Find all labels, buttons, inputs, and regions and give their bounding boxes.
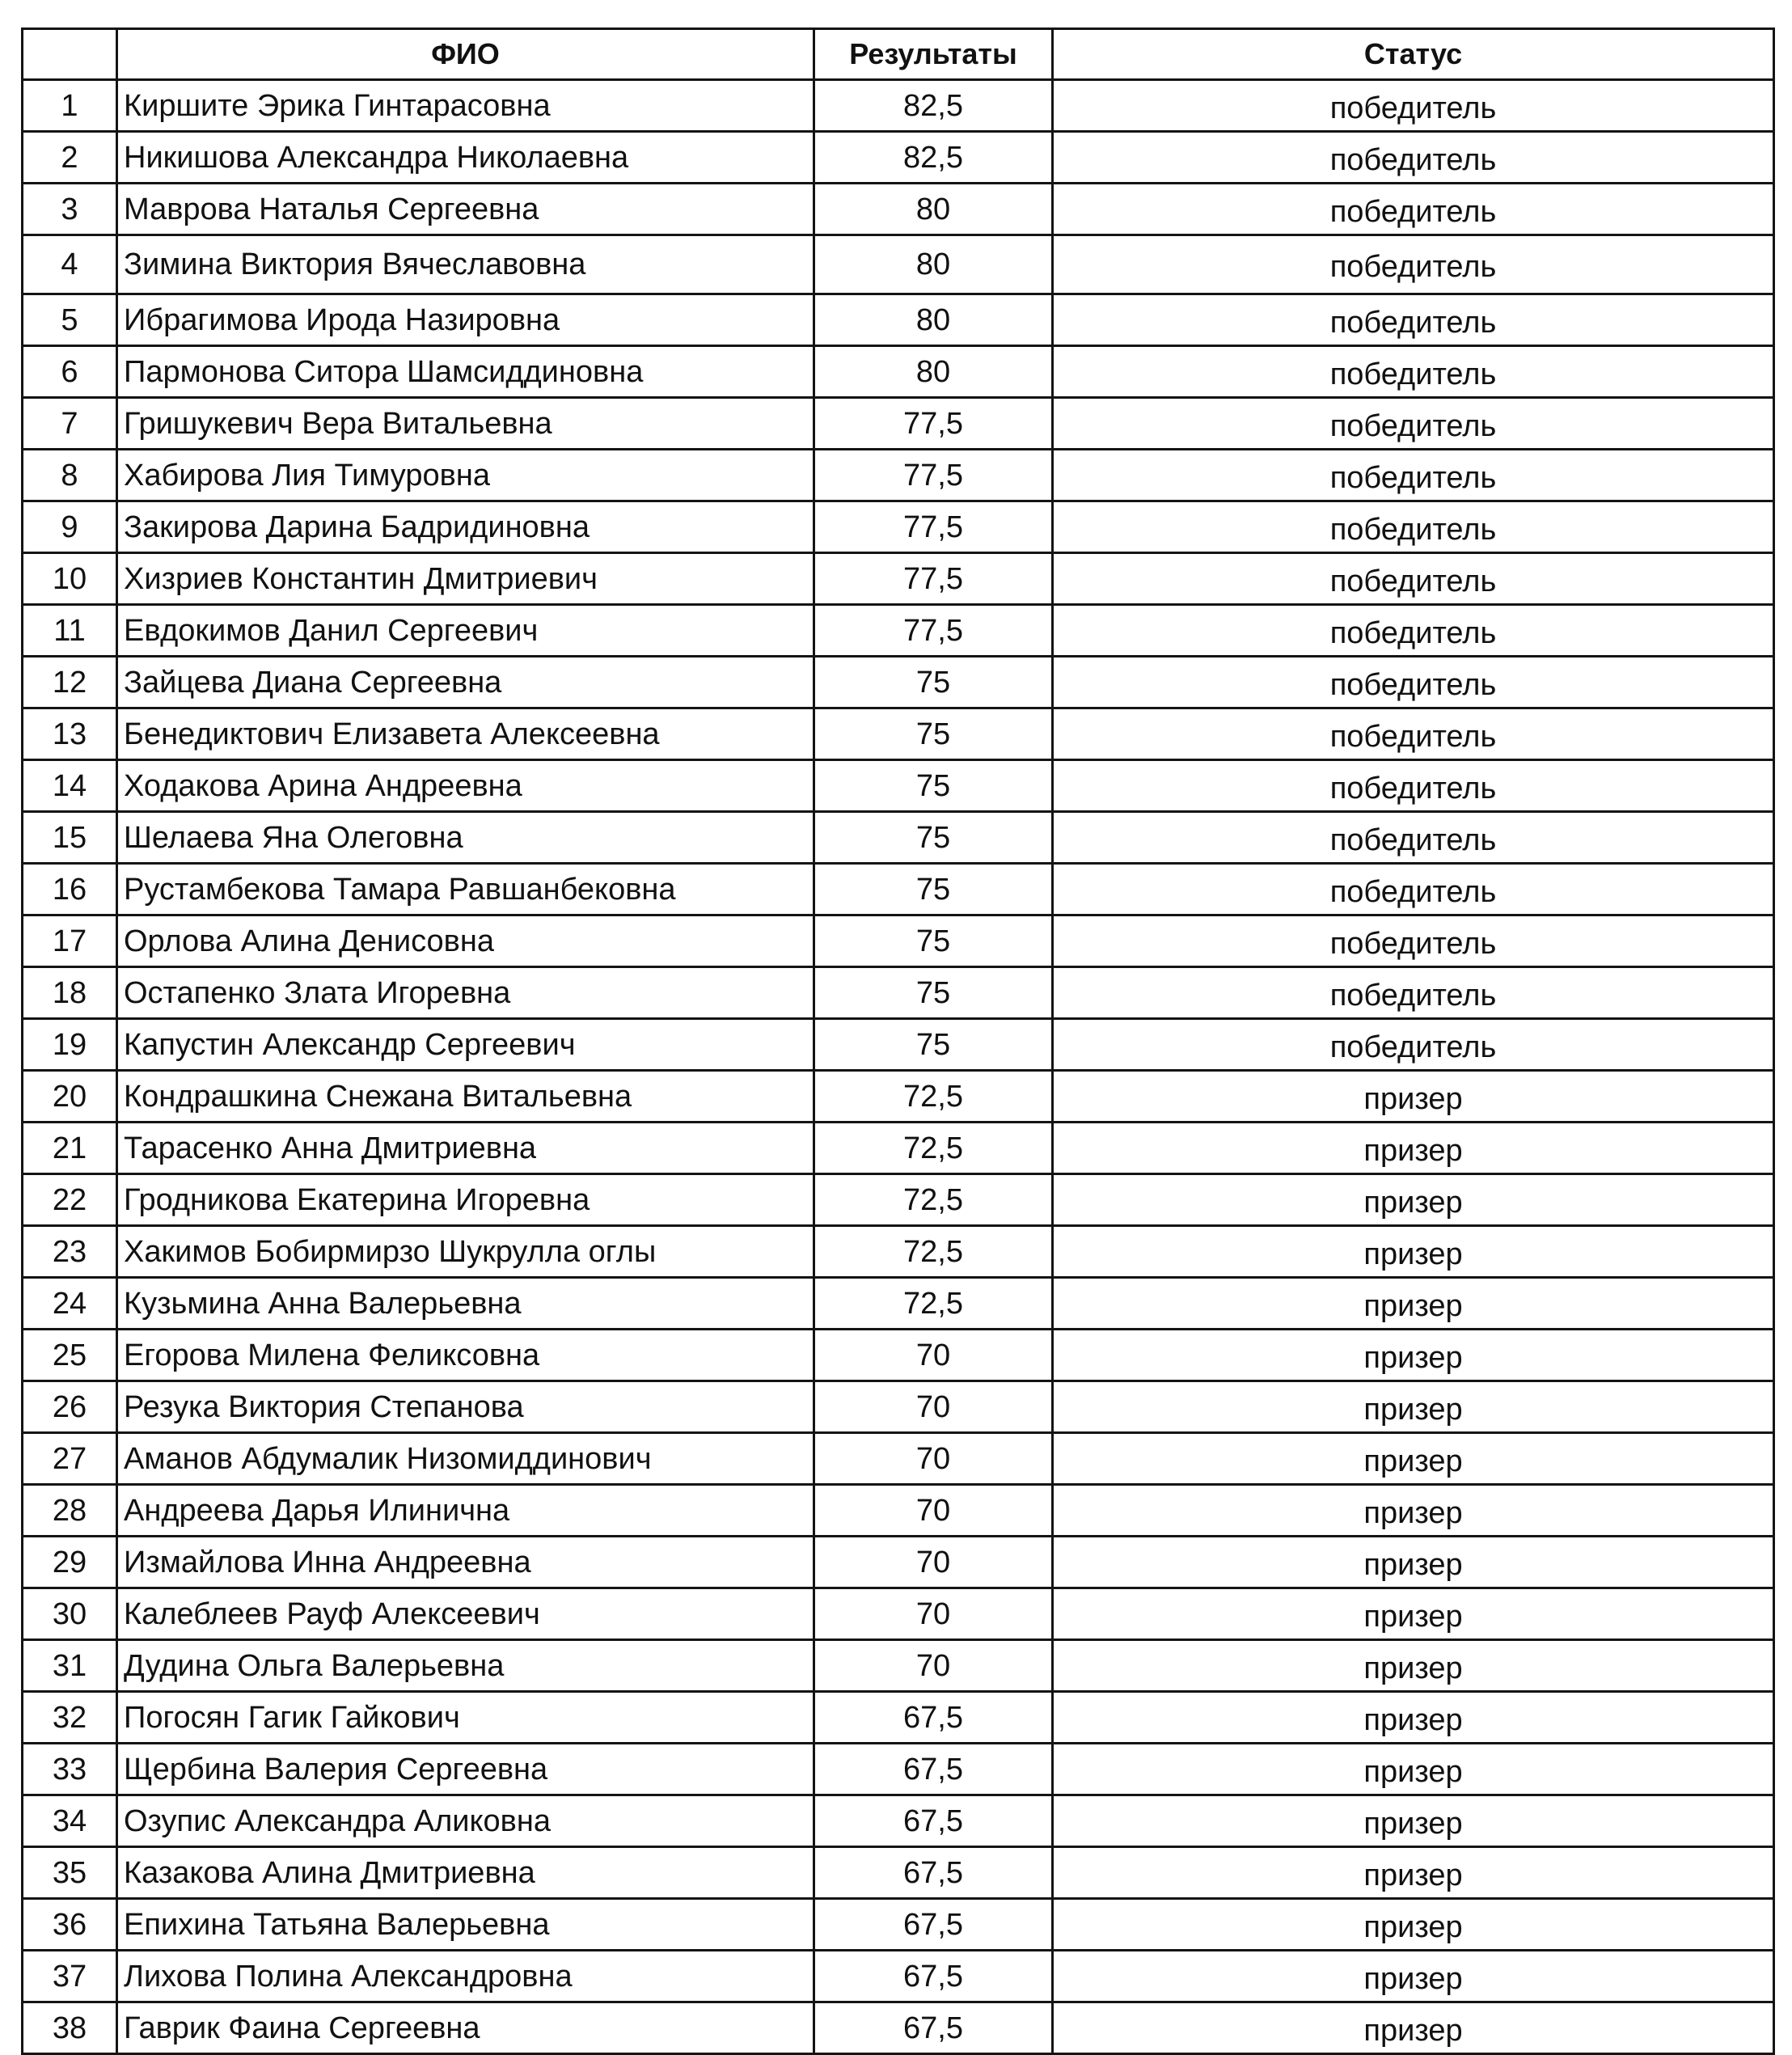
status-label: победитель [1053,398,1774,450]
status-label: призер [1053,1692,1774,1744]
result-score: 77,5 [814,501,1053,553]
results-sheet [21,27,1773,2055]
row-number: 19 [23,1019,117,1071]
result-score: 75 [814,657,1053,708]
status-label: призер [1053,1071,1774,1123]
status-label: победитель [1053,184,1774,235]
table-row [23,1588,1774,1640]
row-number: 9 [23,501,117,553]
row-number: 28 [23,1485,117,1537]
participant-name: Шелаева Яна Олеговна [117,812,814,864]
row-number: 21 [23,1123,117,1174]
result-score: 67,5 [814,1951,1053,2002]
result-score: 67,5 [814,1899,1053,1951]
result-score: 80 [814,346,1053,398]
result-score: 75 [814,708,1053,760]
result-score: 77,5 [814,450,1053,501]
row-number: 3 [23,184,117,235]
table-row [23,708,1774,760]
result-score: 72,5 [814,1123,1053,1174]
header-status: Статус [1053,29,1774,80]
table-row [23,132,1774,184]
result-score: 70 [814,1381,1053,1433]
result-score: 72,5 [814,1226,1053,1278]
table-row [23,184,1774,235]
result-score: 70 [814,1588,1053,1640]
status-label: призер [1053,1226,1774,1278]
participant-name: Лихова Полина Александровна [117,1951,814,2002]
row-number: 35 [23,1847,117,1899]
table-row [23,1795,1774,1847]
status-label: призер [1053,1744,1774,1795]
participant-name: Зайцева Диана Сергеевна [117,657,814,708]
table-row [23,864,1774,915]
result-score: 75 [814,915,1053,967]
result-score: 82,5 [814,80,1053,132]
result-score: 72,5 [814,1278,1053,1330]
table-row [23,1278,1774,1330]
row-number: 29 [23,1537,117,1588]
status-label: призер [1053,1588,1774,1640]
result-score: 70 [814,1640,1053,1692]
row-number: 4 [23,235,117,294]
table-row [23,1174,1774,1226]
status-label: победитель [1053,294,1774,346]
table-row [23,967,1774,1019]
result-score: 75 [814,760,1053,812]
table-row [23,760,1774,812]
table-row [23,235,1774,294]
result-score: 77,5 [814,553,1053,605]
status-label: призер [1053,1847,1774,1899]
participant-name: Ибрагимова Ирода Назировна [117,294,814,346]
participant-name: Маврова Наталья Сергеевна [117,184,814,235]
participant-name: Егорова Милена Феликсовна [117,1330,814,1381]
row-number: 36 [23,1899,117,1951]
header-row [23,29,1774,80]
row-number: 11 [23,605,117,657]
participant-name: Андреева Дарья Илинична [117,1485,814,1537]
participant-name: Епихина Татьяна Валерьевна [117,1899,814,1951]
status-label: победитель [1053,1019,1774,1071]
result-score: 67,5 [814,1795,1053,1847]
result-score: 75 [814,967,1053,1019]
status-label: победитель [1053,915,1774,967]
row-number: 25 [23,1330,117,1381]
table-row [23,1381,1774,1433]
participant-name: Гродникова Екатерина Игоревна [117,1174,814,1226]
participant-name: Тарасенко Анна Дмитриевна [117,1123,814,1174]
participant-name: Кондрашкина Снежана Витальевна [117,1071,814,1123]
status-label: победитель [1053,864,1774,915]
participant-name: Бенедиктович Елизавета Алексеевна [117,708,814,760]
participant-name: Гаврик Фаина Сергеевна [117,2002,814,2054]
participant-name: Закирова Дарина Бадридиновна [117,501,814,553]
status-label: призер [1053,1174,1774,1226]
table-row [23,80,1774,132]
status-label: призер [1053,1123,1774,1174]
row-number: 34 [23,1795,117,1847]
status-label: призер [1053,1537,1774,1588]
participant-name: Евдокимов Данил Сергеевич [117,605,814,657]
table-row [23,657,1774,708]
row-number: 26 [23,1381,117,1433]
result-score: 80 [814,235,1053,294]
table-row [23,812,1774,864]
participant-name: Измайлова Инна Андреевна [117,1537,814,1588]
status-label: победитель [1053,80,1774,132]
table-row [23,398,1774,450]
table-row [23,553,1774,605]
participant-name: Никишова Александра Николаевна [117,132,814,184]
row-number: 14 [23,760,117,812]
table-row [23,1640,1774,1692]
status-label: победитель [1053,501,1774,553]
participant-name: Зимина Виктория Вячеславовна [117,235,814,294]
table-row [23,1537,1774,1588]
row-number: 24 [23,1278,117,1330]
row-number: 37 [23,1951,117,2002]
table-row [23,1071,1774,1123]
row-number: 17 [23,915,117,967]
participant-name: Рустамбекова Тамара Равшанбековна [117,864,814,915]
table-row [23,915,1774,967]
row-number: 6 [23,346,117,398]
status-label: победитель [1053,657,1774,708]
status-label: победитель [1053,967,1774,1019]
row-number: 1 [23,80,117,132]
row-number: 32 [23,1692,117,1744]
status-label: победитель [1053,235,1774,294]
status-label: победитель [1053,812,1774,864]
status-label: призер [1053,1278,1774,1330]
participant-name: Остапенко Злата Игоревна [117,967,814,1019]
header-name: ФИО [117,29,814,80]
row-number: 7 [23,398,117,450]
result-score: 67,5 [814,1744,1053,1795]
result-score: 75 [814,864,1053,915]
table-row [23,450,1774,501]
row-number: 38 [23,2002,117,2054]
table-row [23,2002,1774,2054]
status-label: победитель [1053,708,1774,760]
table-row [23,1433,1774,1485]
row-number: 2 [23,132,117,184]
status-label: призер [1053,1381,1774,1433]
status-label: победитель [1053,553,1774,605]
status-label: победитель [1053,346,1774,398]
participant-name: Казакова Алина Дмитриевна [117,1847,814,1899]
participant-name: Капустин Александр Сергеевич [117,1019,814,1071]
row-number: 8 [23,450,117,501]
participant-name: Резука Виктория Степанова [117,1381,814,1433]
row-number: 30 [23,1588,117,1640]
row-number: 16 [23,864,117,915]
table-row [23,1692,1774,1744]
participant-name: Щербина Валерия Сергеевна [117,1744,814,1795]
table-row [23,1744,1774,1795]
status-label: победитель [1053,132,1774,184]
table-row [23,1226,1774,1278]
status-label: призер [1053,1951,1774,2002]
result-score: 75 [814,812,1053,864]
row-number: 23 [23,1226,117,1278]
status-label: призер [1053,2002,1774,2054]
participant-name: Озупис Александра Аликовна [117,1795,814,1847]
row-number: 13 [23,708,117,760]
header-number [23,29,117,80]
participant-name: Гришукевич Вера Витальевна [117,398,814,450]
table-row [23,294,1774,346]
status-label: победитель [1053,760,1774,812]
row-number: 5 [23,294,117,346]
participant-name: Ходакова Арина Андреевна [117,760,814,812]
participant-name: Хабирова Лия Тимуровна [117,450,814,501]
status-label: призер [1053,1795,1774,1847]
result-score: 80 [814,184,1053,235]
result-score: 72,5 [814,1071,1053,1123]
status-label: призер [1053,1485,1774,1537]
results-table [21,27,1775,2055]
participant-name: Аманов Абдумалик Низомиддинович [117,1433,814,1485]
table-row [23,605,1774,657]
result-score: 77,5 [814,398,1053,450]
result-score: 67,5 [814,1847,1053,1899]
row-number: 27 [23,1433,117,1485]
row-number: 18 [23,967,117,1019]
participant-name: Киршите Эрика Гинтарасовна [117,80,814,132]
participant-name: Дудина Ольга Валерьевна [117,1640,814,1692]
header-result: Результаты [814,29,1053,80]
result-score: 80 [814,294,1053,346]
table-row [23,1951,1774,2002]
table-row [23,1899,1774,1951]
row-number: 20 [23,1071,117,1123]
result-score: 67,5 [814,2002,1053,2054]
participant-name: Орлова Алина Денисовна [117,915,814,967]
participant-name: Погосян Гагик Гайкович [117,1692,814,1744]
table-row [23,346,1774,398]
row-number: 10 [23,553,117,605]
result-score: 67,5 [814,1692,1053,1744]
result-score: 77,5 [814,605,1053,657]
participant-name: Хизриев Константин Дмитриевич [117,553,814,605]
row-number: 12 [23,657,117,708]
table-row [23,1847,1774,1899]
row-number: 33 [23,1744,117,1795]
table-row [23,1330,1774,1381]
result-score: 70 [814,1433,1053,1485]
table-row [23,1123,1774,1174]
status-label: призер [1053,1330,1774,1381]
result-score: 70 [814,1485,1053,1537]
participant-name: Хакимов Бобирмирзо Шукрулла оглы [117,1226,814,1278]
row-number: 22 [23,1174,117,1226]
result-score: 82,5 [814,132,1053,184]
table-row [23,501,1774,553]
status-label: призер [1053,1433,1774,1485]
result-score: 72,5 [814,1174,1053,1226]
row-number: 15 [23,812,117,864]
table-row [23,1019,1774,1071]
result-score: 70 [814,1537,1053,1588]
status-label: победитель [1053,605,1774,657]
result-score: 75 [814,1019,1053,1071]
status-label: призер [1053,1899,1774,1951]
result-score: 70 [814,1330,1053,1381]
participant-name: Кузьмина Анна Валерьевна [117,1278,814,1330]
row-number: 31 [23,1640,117,1692]
participant-name: Пармонова Ситора Шамсиддиновна [117,346,814,398]
status-label: призер [1053,1640,1774,1692]
table-row [23,1485,1774,1537]
participant-name: Калеблеев Рауф Алексеевич [117,1588,814,1640]
status-label: победитель [1053,450,1774,501]
